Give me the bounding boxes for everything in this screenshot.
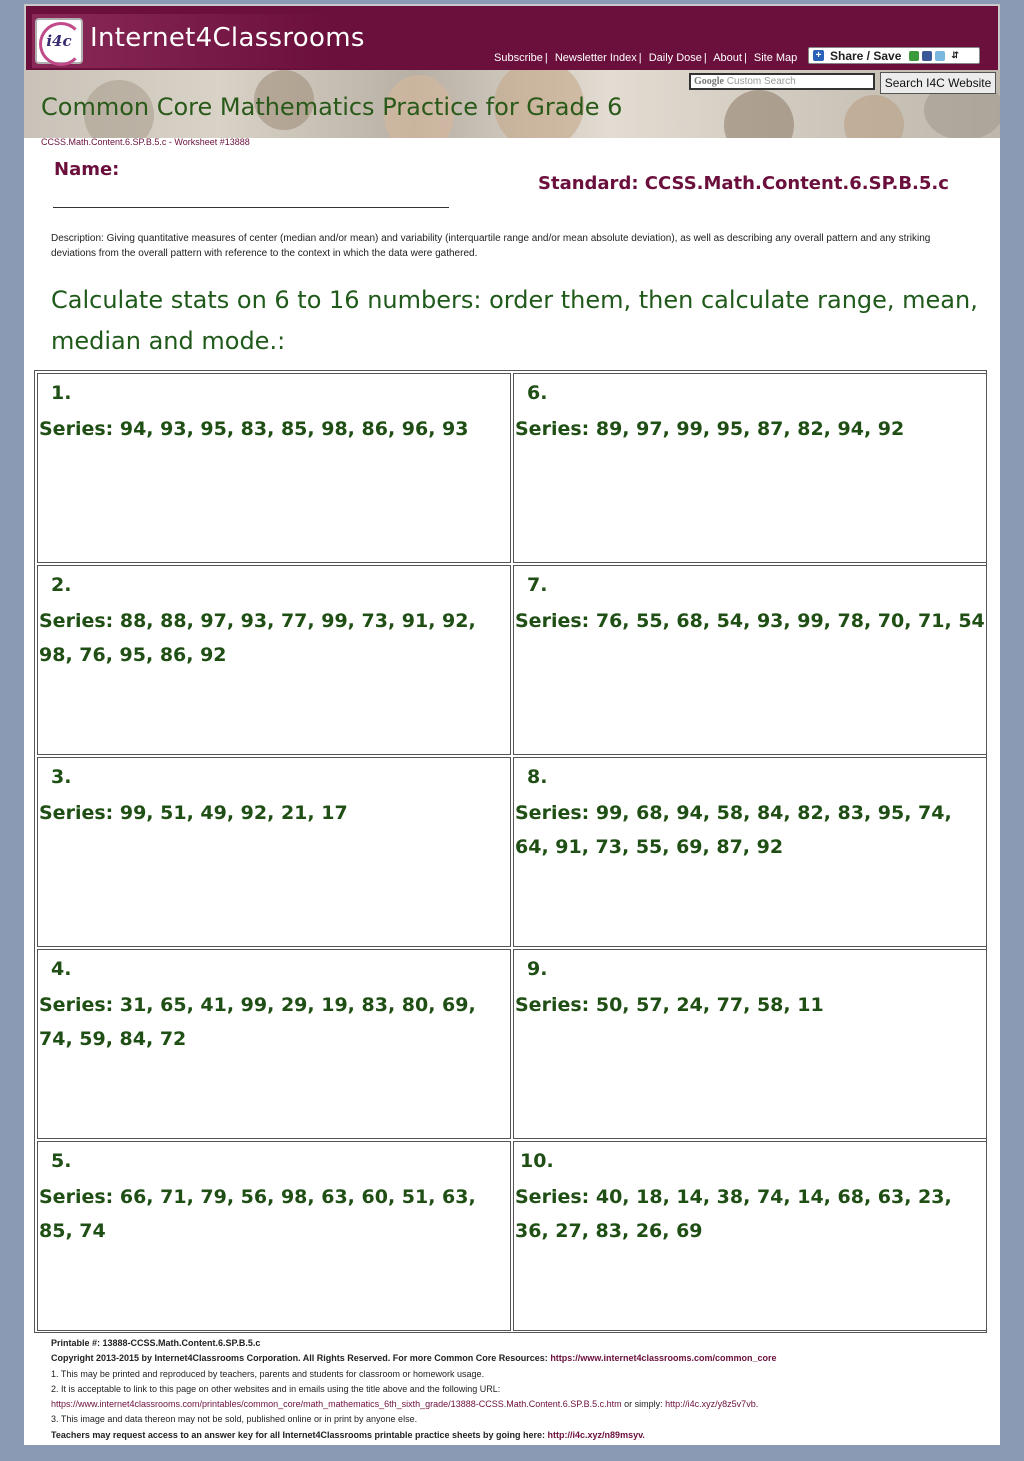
- breadcrumb: CCSS.Math.Content.6.SP.B.5.c - Worksheet #13888: [41, 137, 250, 147]
- short-url-link[interactable]: http://i4c.xyz/y8z5v7vb.: [665, 1399, 759, 1410]
- usage-note-2: 2. It is acceptable to link to this page on other websites and in emails using the title above and the following URL:: [51, 1383, 501, 1394]
- nav-newsletter-index[interactable]: Newsletter Index: [554, 52, 637, 64]
- problem-cell: [513, 565, 987, 755]
- problem-cell: [37, 757, 511, 947]
- problem-series: Series: 89, 97, 99, 95, 87, 82, 94, 92: [515, 418, 905, 440]
- nav-site-map[interactable]: Site Map: [753, 52, 798, 64]
- problem-cell: [37, 1141, 511, 1331]
- page-title: Common Core Mathematics Practice for Grade 6: [41, 93, 623, 121]
- site-name: Internet4Classrooms: [90, 23, 365, 53]
- problem-number: 7.: [527, 574, 548, 596]
- instructions: Calculate stats on 6 to 16 numbers: order them, then calculate range, mean, median and mode.:: [51, 286, 978, 355]
- answer-key-note: Teachers may request access to an answer key for all Internet4Classrooms printable practice sheets by going here: http://i4c.xyz/n89msyv.: [51, 1429, 645, 1440]
- worksheet-page: [24, 4, 1000, 1445]
- common-core-link[interactable]: https://www.internet4classrooms.com/common_core: [550, 1353, 777, 1364]
- problem-number: 8.: [527, 766, 548, 788]
- search-button[interactable]: Search I4C Website: [880, 72, 996, 94]
- problem-number: 3.: [51, 766, 72, 788]
- usage-note-3: 3. This image and data thereon may not be sold, published online or in print by anyone else.: [51, 1414, 418, 1425]
- problem-cell: [513, 373, 987, 563]
- problem-cell: [37, 565, 511, 755]
- problem-number: 6.: [527, 382, 548, 404]
- problems-grid: [34, 370, 987, 1333]
- problem-series: Series: 66, 71, 79, 56, 98, 63, 60, 51, 63, 85, 74: [39, 1186, 476, 1242]
- problem-series: Series: 99, 68, 94, 58, 84, 82, 83, 95, 74, 64, 91, 73, 55, 69, 87, 92: [515, 802, 952, 858]
- printable-number: Printable #: 13888-CCSS.Math.Content.6.SP.B.5.c: [51, 1338, 261, 1348]
- nav-about[interactable]: About: [713, 52, 742, 64]
- site-logo[interactable]: [32, 14, 365, 68]
- problem-series: Series: 94, 93, 95, 83, 85, 98, 86, 96, 93: [39, 418, 469, 440]
- share-plus-icon: +: [813, 50, 824, 61]
- problem-cell: [37, 373, 511, 563]
- problem-number: 2.: [51, 574, 72, 596]
- copyright: Copyright 2013-2015 by Internet4Classrooms Corporation. All Rights Reserved. For more Common Core Resources: https://www.internet4classrooms.com/common_core: [51, 1353, 777, 1364]
- answer-key-link[interactable]: http://i4c.xyz/n89msyv.: [547, 1429, 645, 1440]
- problem-cell: [513, 949, 987, 1139]
- problem-series: Series: 40, 18, 14, 38, 74, 14, 68, 63, 23, 36, 27, 83, 26, 69: [515, 1186, 952, 1242]
- name-label: Name:: [54, 159, 120, 180]
- problem-series: Series: 50, 57, 24, 77, 58, 11: [515, 994, 824, 1016]
- name-line: [53, 207, 449, 208]
- problem-number: 10.: [520, 1150, 554, 1172]
- problem-number: 1.: [51, 382, 72, 404]
- nav-daily-dose[interactable]: Daily Dose: [648, 52, 702, 64]
- problem-cell: [513, 757, 987, 947]
- footer: [51, 1336, 981, 1443]
- share-network-icon: [909, 51, 919, 61]
- description: Description: Giving quantitative measures of center (median and/or mean) and variability (interquartile range and/or mean absolute deviation), as well as describing any overall pattern and any striking deviations from the overall pattern with reference to the context in which the data were gathered.: [51, 233, 931, 259]
- problem-cell: [37, 949, 511, 1139]
- twitter-icon: [935, 51, 945, 61]
- problem-cell: [513, 1141, 987, 1331]
- share-save-button[interactable]: [808, 47, 980, 64]
- problem-series: Series: 99, 51, 49, 92, 21, 17: [39, 802, 348, 824]
- problem-series: Series: 31, 65, 41, 99, 29, 19, 83, 80, 69, 74, 59, 84, 72: [39, 994, 476, 1050]
- problem-number: 4.: [51, 958, 72, 980]
- site-header: [24, 4, 1000, 70]
- standard-label: Standard: CCSS.Math.Content.6.SP.B.5.c: [538, 173, 949, 194]
- top-nav: Subscribe | Newsletter Index | Daily Dose | About | Site Map: [494, 52, 798, 64]
- problem-series: Series: 76, 55, 68, 54, 93, 99, 78, 70, 71, 54: [515, 610, 985, 632]
- nav-subscribe[interactable]: Subscribe: [494, 52, 543, 64]
- problem-number: 5.: [51, 1150, 72, 1172]
- share-save-label: Share / Save: [830, 48, 902, 63]
- facebook-icon: [922, 51, 932, 61]
- problem-series: Series: 88, 88, 97, 93, 77, 99, 73, 91, 92, 98, 76, 95, 86, 92: [39, 610, 476, 666]
- usage-urls: https://www.internet4classrooms.com/printables/common_core/math_mathematics_6th_sixth_grade/13888-CCSS.Math.Content.6.SP.B.5.c.htm or simply: http://i4c.xyz/y8z5v7vb.: [51, 1399, 759, 1410]
- i4c-logo-icon: i4c: [35, 18, 83, 64]
- problem-number: 9.: [527, 958, 548, 980]
- worksheet-url-link[interactable]: https://www.internet4classrooms.com/printables/common_core/math_mathematics_6th_sixth_grade/13888-CCSS.Math.Content.6.SP.B.5.c.htm: [51, 1399, 622, 1410]
- usage-note-1: 1. This may be printed and reproduced by teachers, parents and students for classroom or homework usage.: [51, 1368, 485, 1379]
- search-input[interactable]: Google Custom Search: [689, 73, 875, 90]
- chevron-up-down-icon: ⇵: [951, 50, 959, 60]
